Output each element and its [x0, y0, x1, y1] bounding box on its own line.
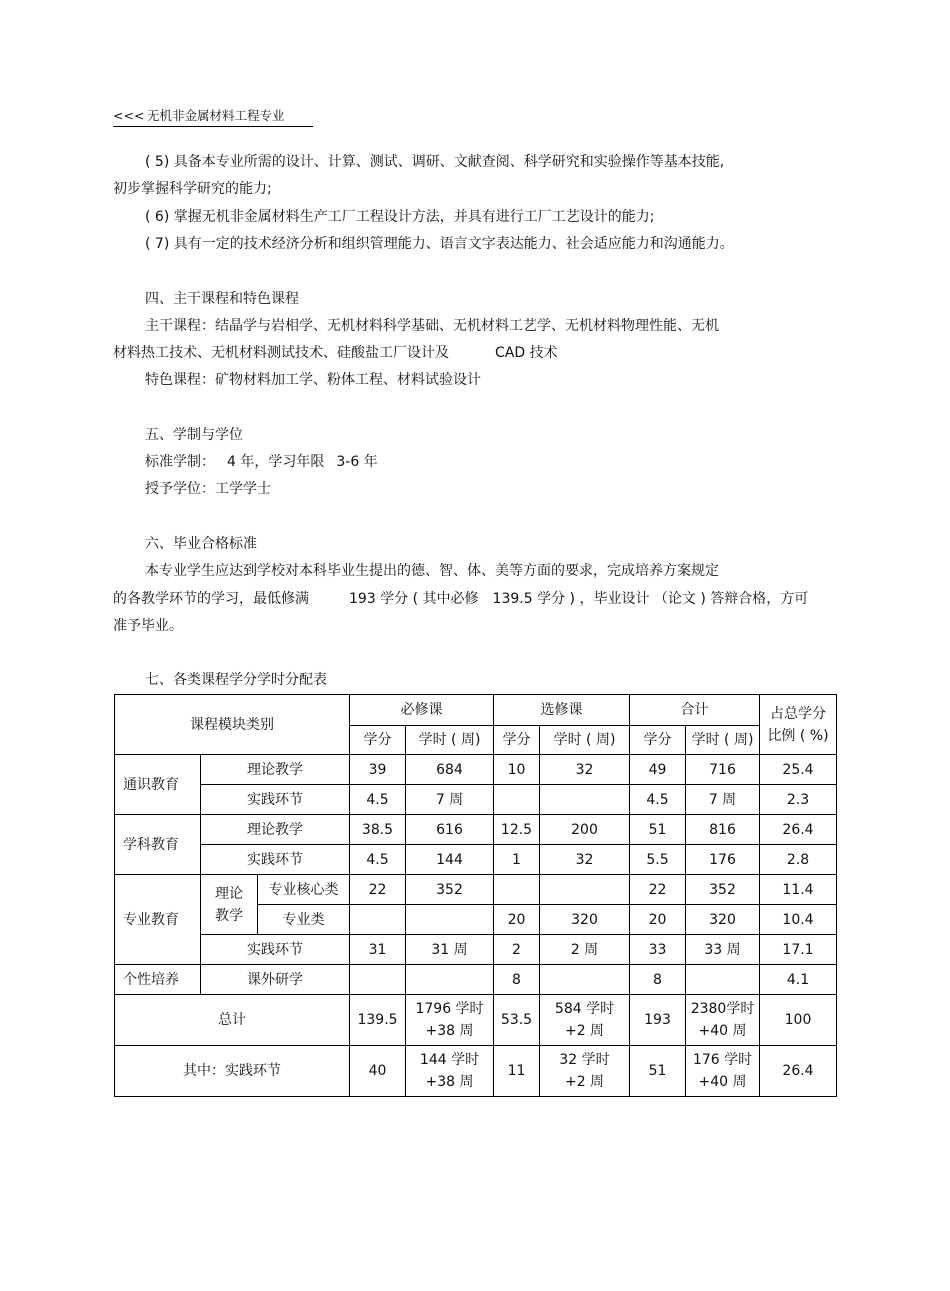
study-system-years: 4 年，学习年限: [227, 454, 325, 470]
header-elective: 选修课: [494, 695, 630, 726]
row-label: 课外研学: [201, 965, 350, 995]
cell: [540, 1046, 630, 1097]
cell: 31: [350, 935, 406, 965]
graduation-line2c: 139.5 学分 ) ，毕业设计 （论文 ) 答辩合格，方可: [492, 591, 809, 607]
header-total-credit: 学分: [630, 726, 686, 755]
cell-line: 176 学时: [692, 1052, 753, 1068]
table-row-practice-total: [115, 1046, 837, 1097]
cell: 39: [350, 755, 406, 785]
row-label: 实践环节: [201, 785, 350, 815]
row-label: 实践环节: [201, 935, 350, 965]
section6-heading: 六、毕业合格标准: [145, 536, 257, 552]
cell-line: 584 学时: [554, 1001, 615, 1017]
cell: 684: [406, 755, 494, 785]
main-courses-line1: 主干课程：结晶学与岩相学、无机材料科学基础、无机材料工艺学、无机材料物理性能、无机: [145, 318, 719, 334]
cell: 716: [686, 755, 760, 785]
cell: 40: [350, 1046, 406, 1097]
cell: 100: [760, 995, 837, 1046]
cell-line: +40 周: [698, 1023, 747, 1039]
cell: 51: [630, 1046, 686, 1097]
table-row: [115, 815, 837, 845]
main-courses-cad: CAD 技术: [495, 345, 558, 361]
cell: 53.5: [494, 995, 540, 1046]
cell: [540, 965, 630, 995]
row-label: 专业类: [258, 905, 350, 935]
requirement-7: ( 7) 具有一定的技术经济分析和组织管理能力、语言文字表达能力、社会适应能力和沟通能力。: [145, 236, 734, 252]
cell: [406, 905, 494, 935]
cell: 4.5: [630, 785, 686, 815]
cell: 352: [406, 875, 494, 905]
cell: 2.3: [760, 785, 837, 815]
requirement-5-line2: 初步掌握科学研究的能力;: [113, 181, 272, 197]
cell: 31 周: [406, 935, 494, 965]
table-row: [115, 875, 837, 905]
cell: 2.8: [760, 845, 837, 875]
cell: 7 周: [406, 785, 494, 815]
header-title: 无机非金属材料工程专业: [147, 108, 285, 123]
section5-heading: 五、学制与学位: [145, 427, 243, 443]
cell: 193: [630, 995, 686, 1046]
table-row: [115, 935, 837, 965]
row-group-label: 学科教育: [115, 815, 201, 875]
cell: [540, 995, 630, 1046]
cell: 8: [494, 965, 540, 995]
row-label: 实践环节: [201, 845, 350, 875]
header-required: 必修课: [350, 695, 494, 726]
cell: 144: [406, 845, 494, 875]
cell: 2 周: [540, 935, 630, 965]
row-label: 其中：实践环节: [115, 1046, 350, 1097]
row-group-label: 专业教育: [115, 875, 201, 965]
main-courses-line2: [113, 343, 558, 363]
header-total: 合计: [630, 695, 760, 726]
study-system-label: 标准学制：: [145, 454, 215, 470]
cell: 10.4: [760, 905, 837, 935]
header-elective-hours: 学时 ( 周): [540, 726, 630, 755]
cell: 12.5: [494, 815, 540, 845]
cell: 7 周: [686, 785, 760, 815]
study-system: [145, 452, 378, 472]
row-sublabel-theory: [201, 875, 258, 935]
cell-line: +2 周: [564, 1074, 605, 1090]
cell: [406, 965, 494, 995]
table-row: [115, 845, 837, 875]
cell: 32: [540, 845, 630, 875]
cell: [540, 785, 630, 815]
cell: 32: [540, 755, 630, 785]
requirement-5-line1: ( 5) 具备本专业所需的设计、计算、测试、调研、文献查阅、科学研究和实验操作等基本技能,: [145, 154, 725, 170]
cell: [494, 875, 540, 905]
row-label: 总计: [115, 995, 350, 1046]
graduation-line2a: 的各教学环节的学习，最低修满: [113, 591, 309, 607]
cell: 176: [686, 845, 760, 875]
cell: 320: [540, 905, 630, 935]
cell-line: 144 学时: [419, 1052, 480, 1068]
credit-distribution-table: [114, 694, 837, 1097]
cell: [406, 1046, 494, 1097]
degree: 授予学位：工学学士: [145, 481, 271, 497]
graduation-line2b: 193 学分 ( 其中必修: [349, 591, 479, 607]
cell: [350, 965, 406, 995]
cell-line: +2 周: [564, 1023, 605, 1039]
requirement-6: ( 6) 掌握无机非金属材料生产工厂工程设计方法，并具有进行工厂工艺设计的能力;: [145, 209, 655, 225]
cell: [686, 995, 760, 1046]
cell: 10: [494, 755, 540, 785]
study-system-range: 3-6 年: [336, 454, 378, 470]
header-ratio: [760, 695, 837, 755]
cell: 26.4: [760, 1046, 837, 1097]
graduation-line1: 本专业学生应达到学校对本科毕业生提出的德、智、体、美等方面的要求，完成培养方案规定: [145, 563, 719, 579]
cell: 49: [630, 755, 686, 785]
cell: 11.4: [760, 875, 837, 905]
table-row: [115, 755, 837, 785]
table-row: [115, 965, 837, 995]
row-sublabel-theory-line2: 教学: [215, 907, 243, 924]
cell: [350, 905, 406, 935]
cell: 20: [630, 905, 686, 935]
cell: 816: [686, 815, 760, 845]
header-category: 课程模块类别: [115, 695, 350, 755]
section4-heading: 四、主干课程和特色课程: [145, 291, 299, 307]
header-total-hours: 学时 ( 周): [686, 726, 760, 755]
cell: 8: [630, 965, 686, 995]
cell: [494, 785, 540, 815]
row-label: 理论教学: [201, 815, 350, 845]
cell-line: 2380学时: [690, 1001, 755, 1017]
graduation-line3: 准予毕业。: [113, 618, 183, 634]
row-label: 理论教学: [201, 755, 350, 785]
main-courses-line2-text: 材料热工技术、无机材料测试技术、硅酸盐工厂设计及: [113, 345, 449, 361]
cell: 22: [350, 875, 406, 905]
cell: 4.5: [350, 785, 406, 815]
cell: 38.5: [350, 815, 406, 845]
cell: 33 周: [686, 935, 760, 965]
cell: 2: [494, 935, 540, 965]
cell: 25.4: [760, 755, 837, 785]
row-group-label: 通识教育: [115, 755, 201, 815]
cell: 17.1: [760, 935, 837, 965]
row-label: 专业核心类: [258, 875, 350, 905]
cell: 352: [686, 875, 760, 905]
header-arrows: <<<: [113, 108, 145, 123]
header-ratio-line1: 占总学分: [770, 705, 827, 722]
cell-line: +38 周: [425, 1023, 474, 1039]
special-courses: 特色课程：矿物材料加工学、粉体工程、材料试验设计: [145, 372, 481, 388]
page-header: [113, 108, 313, 127]
cell: 33: [630, 935, 686, 965]
cell: 1: [494, 845, 540, 875]
cell-line: +38 周: [425, 1074, 474, 1090]
cell-line: 1796 学时: [415, 1001, 484, 1017]
cell: 5.5: [630, 845, 686, 875]
cell: 11: [494, 1046, 540, 1097]
cell: [686, 965, 760, 995]
table-row-total: [115, 995, 837, 1046]
table-row: [115, 785, 837, 815]
row-group-label: 个性培养: [115, 965, 201, 995]
cell: 20: [494, 905, 540, 935]
cell-line: +40 周: [698, 1074, 747, 1090]
cell: 320: [686, 905, 760, 935]
cell: 4.5: [350, 845, 406, 875]
cell: 616: [406, 815, 494, 845]
cell: 139.5: [350, 995, 406, 1046]
cell: 4.1: [760, 965, 837, 995]
header-required-credit: 学分: [350, 726, 406, 755]
cell: 200: [540, 815, 630, 845]
row-sublabel-theory-line1: 理论: [215, 885, 243, 902]
cell: [406, 995, 494, 1046]
cell: [540, 875, 630, 905]
cell: 22: [630, 875, 686, 905]
header-ratio-line2: 比例 ( %): [767, 727, 829, 744]
header-elective-credit: 学分: [494, 726, 540, 755]
cell-line: 32 学时: [559, 1052, 610, 1068]
cell: 26.4: [760, 815, 837, 845]
header-required-hours: 学时 ( 周): [406, 726, 494, 755]
cell: 51: [630, 815, 686, 845]
graduation-line2: [113, 589, 808, 609]
cell: [686, 1046, 760, 1097]
section7-heading: 七、各类课程学分学时分配表: [145, 672, 327, 688]
